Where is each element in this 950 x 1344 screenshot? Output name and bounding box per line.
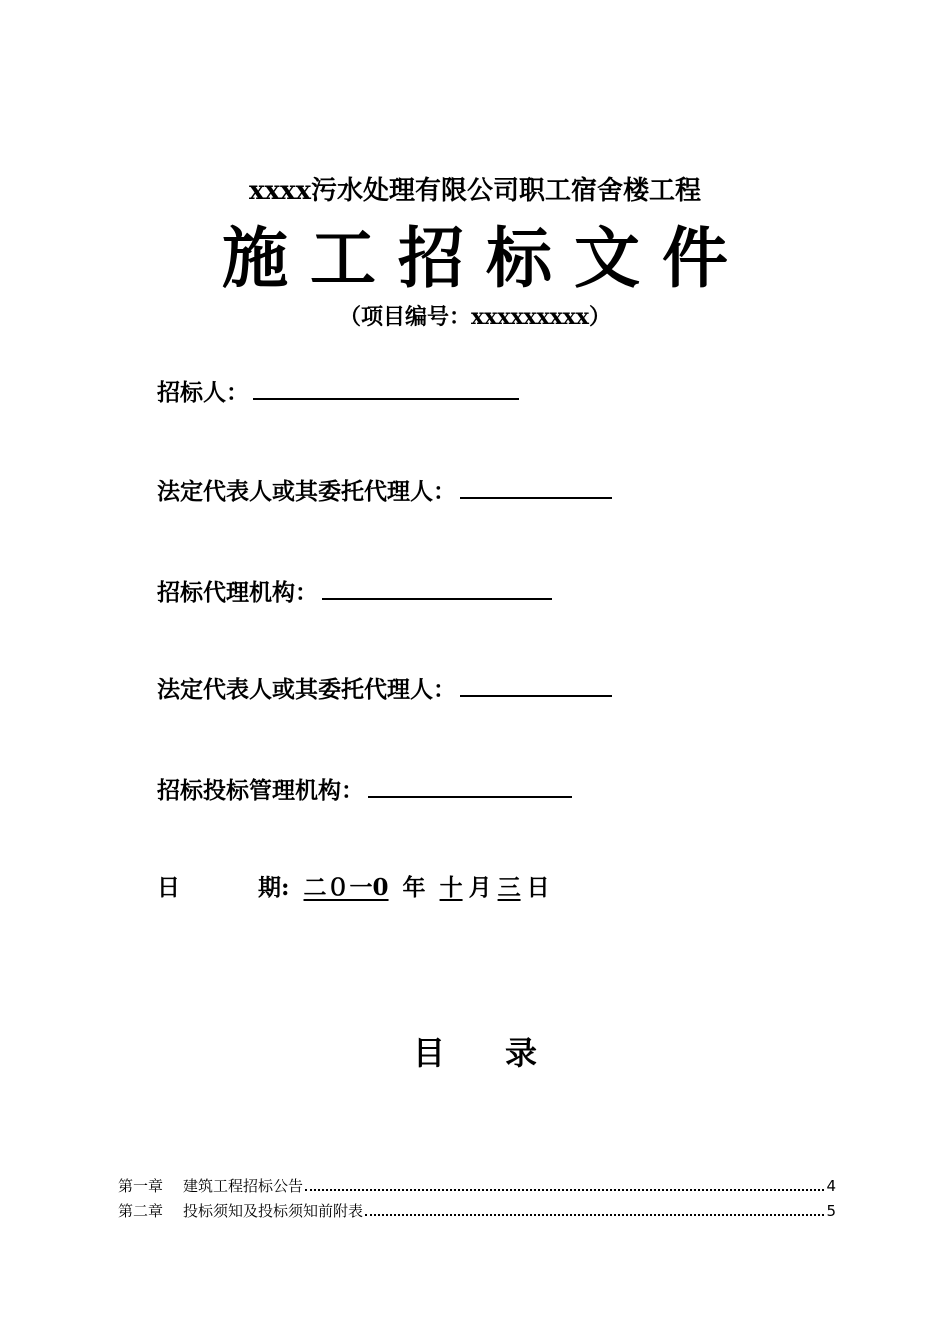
toc-leader-dots: [365, 1200, 824, 1216]
management-blank-line: [368, 774, 572, 798]
legal-rep-blank-line-1: [460, 475, 612, 499]
legal-rep-blank-line-2: [460, 673, 612, 697]
toc-item[interactable]: [118, 1175, 836, 1197]
date-month: 十: [439, 874, 463, 901]
toc-chapter: 第二章: [118, 1202, 164, 1220]
toc-item[interactable]: [118, 1200, 836, 1222]
agency-label: 招标代理机构：: [157, 579, 318, 606]
management-field: [157, 774, 572, 806]
toc-page-number: 5: [826, 1202, 836, 1220]
project-subtitle: xxxx污水处理有限公司职工宿舍楼工程: [248, 176, 701, 206]
tenderer-label: 招标人：: [157, 379, 249, 406]
legal-rep-label-2: 法定代表人或其委托代理人：: [157, 676, 456, 703]
date-day-unit: 日: [526, 874, 550, 901]
legal-rep-label-1: 法定代表人或其委托代理人：: [157, 478, 456, 505]
management-label: 招标投标管理机构：: [157, 777, 364, 804]
date-year-unit: 年: [402, 874, 426, 901]
agency-blank-line: [322, 576, 552, 600]
toc-item-title: 投标须知及投标须知前附表: [183, 1202, 364, 1220]
project-number: （项目编号：xxxxxxxxx）: [338, 304, 612, 330]
date-year: 二０一0: [303, 874, 389, 901]
toc-chapter: 第一章: [118, 1177, 164, 1195]
agency-field: [157, 576, 552, 608]
toc-leader-dots: [305, 1175, 824, 1191]
date-label-qi: 期:: [258, 874, 290, 901]
document-title: 施工招标文件: [222, 219, 750, 297]
date-row: [157, 872, 550, 904]
legal-rep-field-1: [157, 475, 612, 507]
legal-rep-field-2: [157, 673, 612, 705]
tenderer-field: [157, 376, 519, 408]
toc-page-number: 4: [826, 1177, 836, 1195]
toc-title: 目录: [412, 1034, 597, 1072]
date-label-ri: 日: [157, 874, 180, 901]
date-day: 三: [497, 874, 521, 901]
date-month-unit: 月: [468, 874, 492, 901]
toc-item-title: 建筑工程招标公告: [183, 1177, 304, 1195]
tenderer-blank-line: [253, 376, 519, 400]
